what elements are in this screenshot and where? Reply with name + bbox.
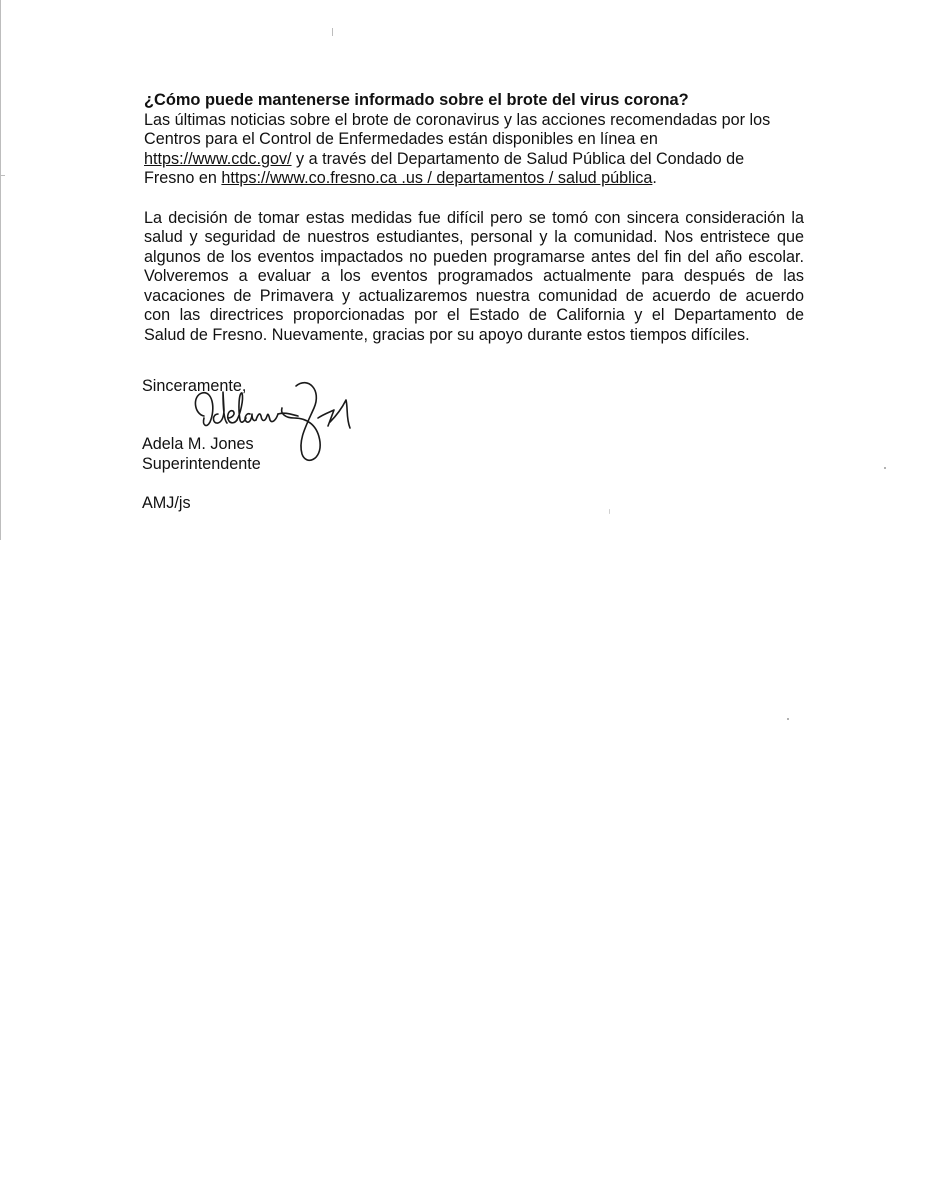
- decision-line: Volveremos a evaluar a los eventos programados actualmente para después de las: [144, 267, 804, 285]
- info-paragraph: [144, 111, 804, 189]
- info-line-4: [144, 169, 804, 189]
- decision-line: algunos de los eventos impactados no pueden programarse antes del fin del año escolar.: [144, 247, 804, 266]
- decision-line: salud y seguridad de nuestros estudiantes, personal y la comunidad. Nos entristece que: [144, 228, 804, 246]
- info-line-4-start: Fresno en: [144, 169, 222, 187]
- info-line-3-text: y a través del Departamento de Salud Pública del Condado de: [291, 149, 745, 168]
- typist-initials: AMJ/js: [142, 494, 191, 512]
- signer-title: Superintendente: [142, 455, 261, 473]
- letter-body: [144, 91, 804, 345]
- scan-edge-mark: [0, 175, 5, 176]
- decision-line: La decisión de tomar estas medidas fue difícil pero se tomó con sincera consideración la: [144, 208, 804, 227]
- cdc-link[interactable]: https://www.cdc.gov/: [144, 149, 292, 168]
- info-line-3: [144, 150, 804, 170]
- signer-name: Adela M. Jones: [142, 435, 254, 453]
- decision-line: con las directrices proporcionadas por el Estado de California y el Departamento de: [144, 306, 804, 324]
- scan-speck: [609, 509, 610, 514]
- info-line-1: Las últimas noticias sobre el brote de coronavirus y las acciones recomendadas por los: [144, 110, 771, 129]
- scan-speck: [787, 718, 789, 720]
- info-line-4-end: .: [652, 169, 657, 187]
- info-line-2: Centros para el Control de Enfermedades están disponibles en línea en: [144, 130, 658, 148]
- decision-line: vacaciones de Primavera y actualizaremos nuestra comunidad de acuerdo de acuerdo: [144, 286, 804, 305]
- closing-salutation: Sinceramente,: [142, 377, 247, 395]
- scan-edge-mark: [0, 0, 1, 540]
- decision-paragraph: [144, 209, 804, 346]
- scan-speck: [884, 467, 886, 469]
- fresno-health-link[interactable]: https://www.co.fresno.ca .us / departamentos / salud pública: [221, 169, 653, 187]
- scan-edge-mark: [332, 28, 333, 36]
- section-heading: ¿Cómo puede mantenerse informado sobre el brote del virus corona?: [144, 91, 689, 109]
- decision-line: Salud de Fresno. Nuevamente, gracias por su apoyo durante estos tiempos difíciles.: [144, 325, 750, 344]
